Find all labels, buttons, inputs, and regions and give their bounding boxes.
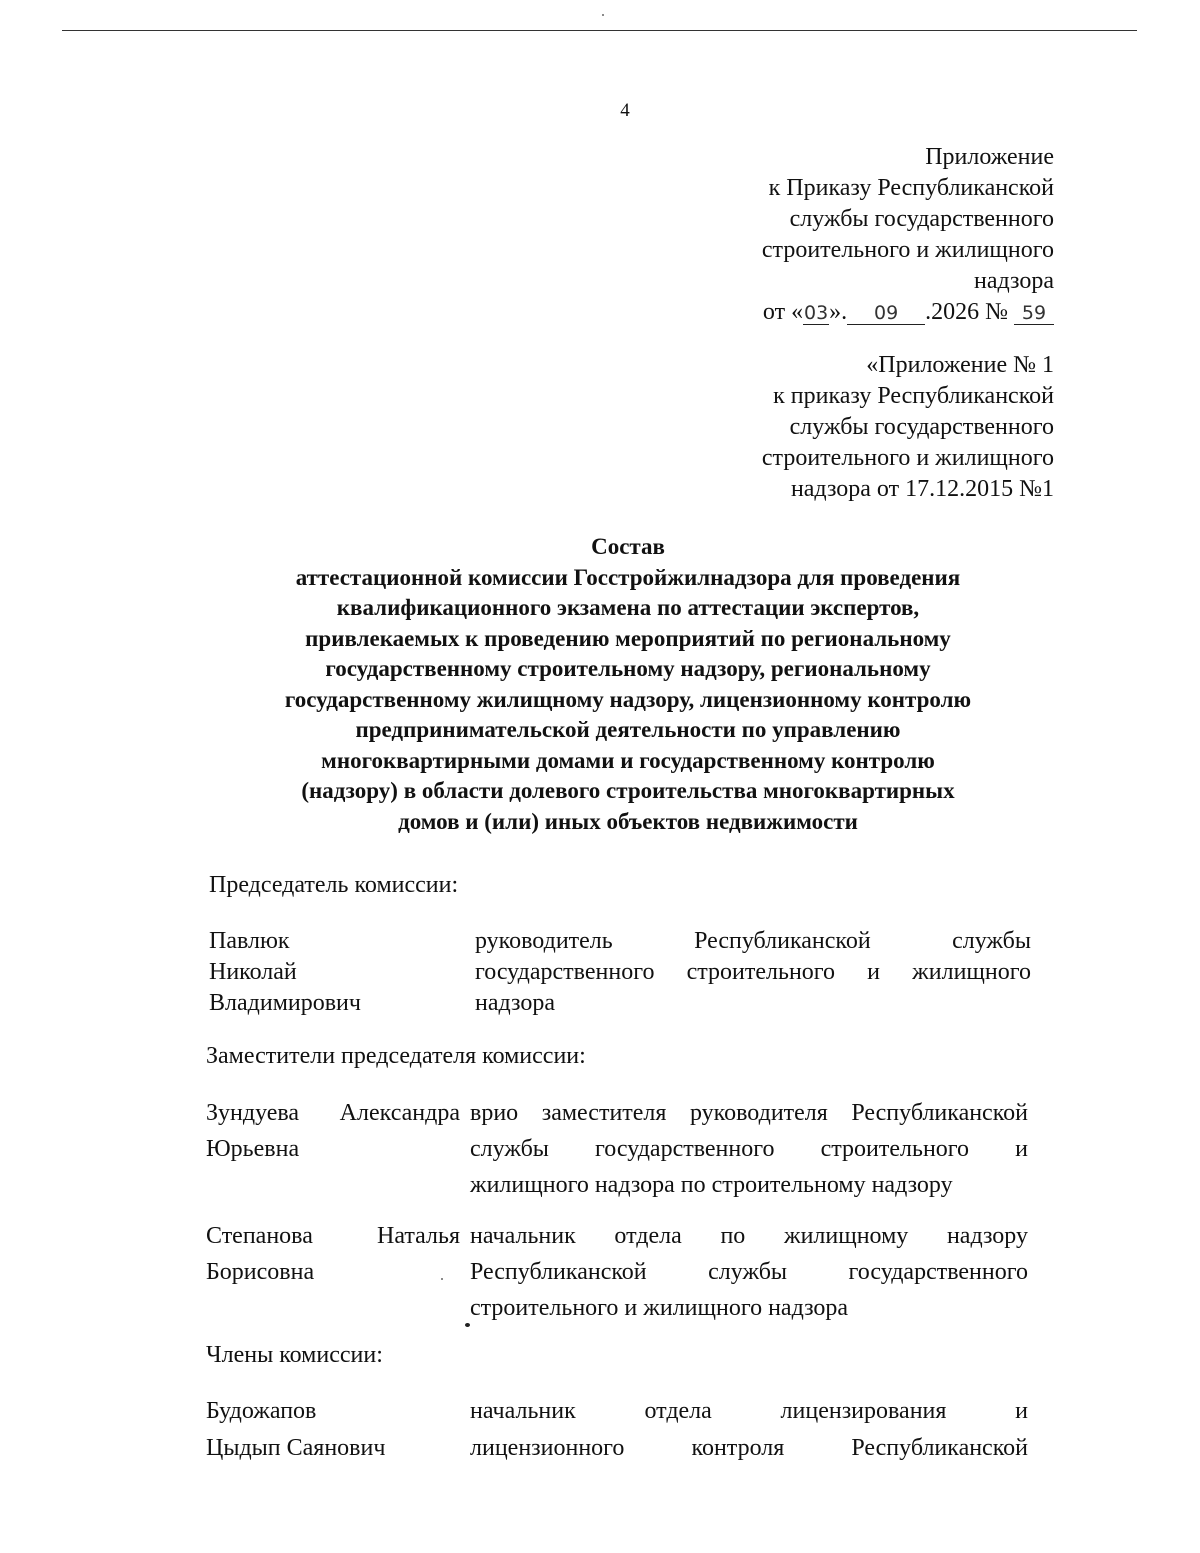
role-line: начальник отдела по жилищному надзору — [470, 1223, 1028, 1249]
handwritten-day: 03 — [804, 302, 829, 324]
role-line: руководитель Республиканской службы — [475, 928, 1031, 954]
scan-speck — [602, 14, 604, 16]
name-line: Владимирович — [209, 990, 361, 1016]
name-line: Юрьевна — [206, 1136, 300, 1162]
attachment-line: строительного и жилищного — [761, 445, 1054, 471]
title-line: привлекаемых к проведению мероприятий по региональному — [305, 625, 951, 651]
title-line: предпринимательской деятельности по управлению — [355, 717, 901, 742]
attachment-line: к Приказу Республиканской — [768, 175, 1054, 201]
document-title — [0, 532, 1200, 837]
name-line: Степанова Наталья — [206, 1223, 460, 1249]
attachment-line: службы государственного — [789, 206, 1054, 232]
attachment-header — [554, 142, 1054, 328]
handwritten-month: 09 — [847, 302, 925, 325]
name-line: Цыдып Саянович — [206, 1435, 386, 1461]
member-role — [475, 926, 1031, 1019]
member-name — [206, 1095, 460, 1167]
attachment-line: строительного и жилищного — [761, 237, 1054, 263]
role-line: надзора — [475, 990, 555, 1016]
member-role — [470, 1218, 1028, 1326]
original-attachment-header — [554, 350, 1054, 505]
title-line: Состав — [591, 534, 665, 559]
role-line: жилищного надзора по строительному надзору — [470, 1172, 953, 1198]
date-suffix: .2026 № — [925, 299, 1008, 325]
title-line: (надзору) в области долевого строительства многоквартирных — [301, 778, 955, 803]
attachment-line: службы государственного — [789, 414, 1054, 440]
name-line: Зундуева Александра — [206, 1100, 460, 1126]
handwritten-order-number: 59 — [1014, 302, 1054, 325]
member-name — [209, 926, 465, 1019]
attachment-line: к приказу Республиканской — [773, 383, 1054, 409]
date-prefix: от « — [762, 299, 804, 325]
title-line: многоквартирными домами и государственному контролю — [321, 747, 935, 773]
member-role — [470, 1095, 1028, 1203]
role-line: лицензионного контроля Республиканской — [470, 1435, 1028, 1461]
role-line: начальник отдела лицензирования и — [470, 1398, 1028, 1424]
attachment-line: «Приложение № 1 — [866, 352, 1054, 378]
name-line: Павлюк — [209, 928, 290, 954]
title-line: квалификационного экзамена по аттестации экспертов, — [336, 595, 920, 620]
title-line: государственному строительному надзору, региональному — [325, 656, 931, 681]
attachment-line: надзора от 17.12.2015 №1 — [790, 476, 1054, 502]
title-line: аттестационной комиссии Госстройжилнадзора для проведения — [295, 564, 961, 590]
deputies-heading: Заместители председателя комиссии: — [206, 1043, 586, 1069]
role-line: строительного и жилищного надзора — [470, 1295, 849, 1321]
name-line: Будожапов — [206, 1398, 317, 1424]
role-line: службы государственного строительного и — [470, 1136, 1028, 1162]
role-line: государственного строительного и жилищного — [475, 959, 1031, 985]
name-line: Борисовна — [206, 1259, 315, 1285]
date-mid: ». — [829, 299, 848, 325]
attachment-line: Приложение — [925, 144, 1054, 170]
name-line: Николай — [209, 959, 297, 985]
top-rule — [62, 30, 1137, 31]
member-name — [206, 1218, 460, 1290]
attachment-line: надзора — [974, 268, 1054, 294]
role-line: врио заместителя руководителя Республиканской — [470, 1100, 1028, 1126]
role-line: Республиканской службы государственного — [470, 1259, 1028, 1285]
order-date-line — [554, 297, 1054, 328]
member-role — [470, 1393, 1028, 1467]
title-line: домов и (или) иных объектов недвижимости — [398, 808, 858, 834]
page-number: 4 — [620, 100, 630, 121]
title-line: государственному жилищному надзору, лицензионному контролю — [284, 686, 972, 712]
chairman-heading: Председатель комиссии: — [209, 872, 459, 898]
member-name — [206, 1393, 462, 1467]
members-heading: Члены комиссии: — [206, 1342, 383, 1368]
